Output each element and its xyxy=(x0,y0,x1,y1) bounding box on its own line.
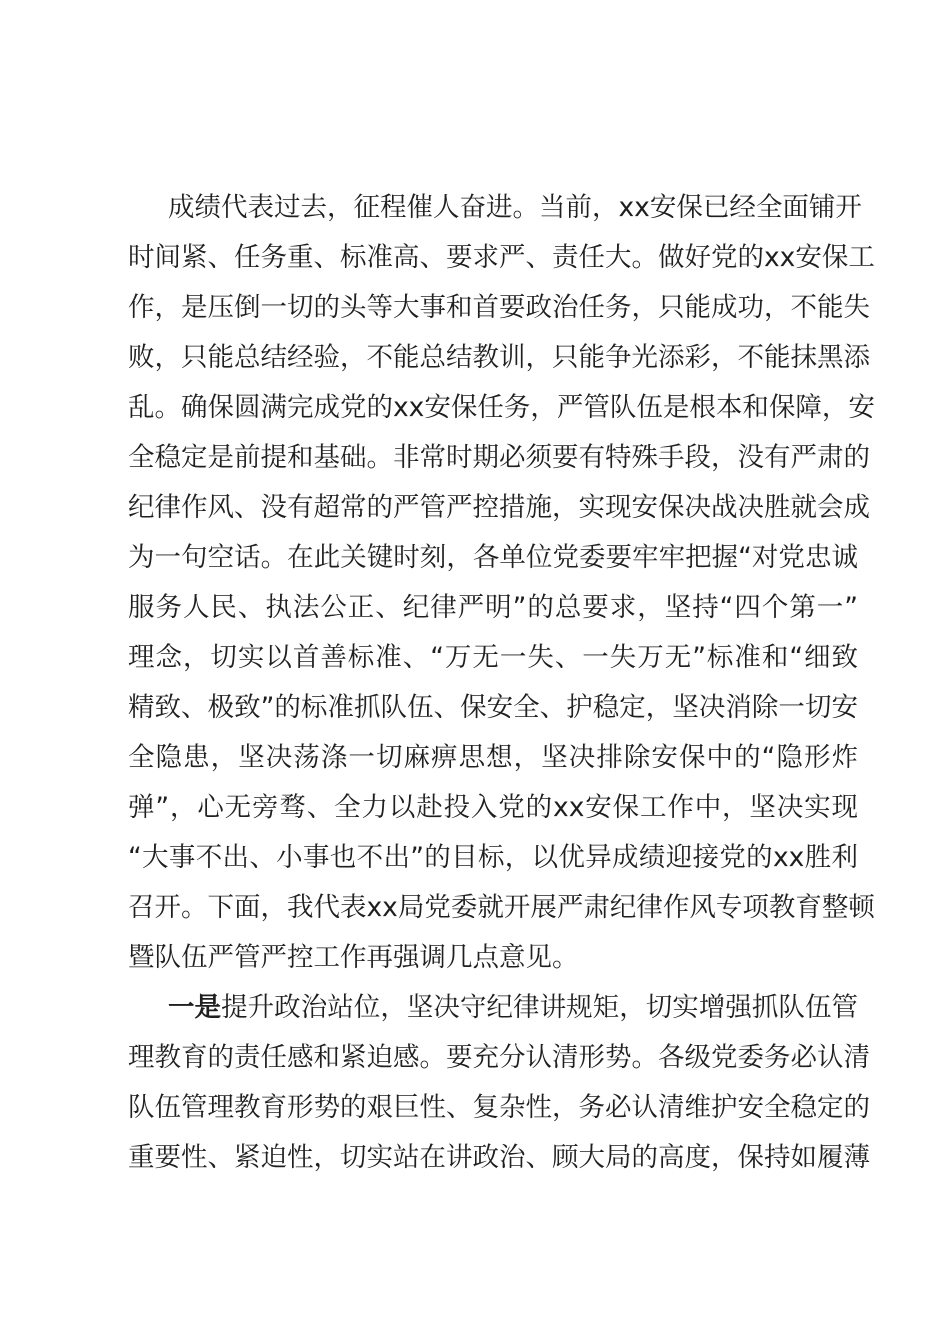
text-line: 弹”，心无旁骛、全力以赴投入党的xx安保工作中，坚决实现 xyxy=(128,792,858,823)
text-span: 提升政治站位，坚决守纪律讲规矩，切实增强抓队伍管 xyxy=(221,992,859,1023)
text-line: 暨队伍严管严控工作再强调几点意见。 xyxy=(128,942,579,973)
text-line: 队伍管理教育形势的艰巨性、复杂性，务必认清维护安全稳定的 xyxy=(128,1092,870,1123)
text-line: 召开。下面，我代表xx局党委就开展严肃纪律作风专项教育整顿 xyxy=(128,892,875,923)
document-body xyxy=(128,183,875,1183)
text-line: 时间紧、任务重、标准高、要求严、责任大。做好党的xx安保工 xyxy=(128,242,875,273)
text-line: 服务人民、执法公正、纪律严明”的总要求，坚持“四个第一” xyxy=(128,592,858,623)
text-line: 理念，切实以首善标准、“万无一失、一失万无”标准和“细致 xyxy=(128,642,858,673)
text-line xyxy=(128,983,858,1033)
text-line: 纪律作风、没有超常的严管严控措施，实现安保决战决胜就会成 xyxy=(128,492,870,523)
text-line: 为一句空话。在此关键时刻，各单位党委要牢牢把握“对党忠诚 xyxy=(128,542,858,573)
text-line: 作，是压倒一切的头等大事和首要政治任务，只能成功，不能失 xyxy=(128,292,870,323)
bold-lead: 一是 xyxy=(168,992,222,1023)
text-line: 全稳定是前提和基础。非常时期必须要有特殊手段，没有严肃的 xyxy=(128,442,870,473)
text-line: 成绩代表过去，征程催人奋进。当前，xx安保已经全面铺开 xyxy=(168,192,862,223)
paragraph-2 xyxy=(128,983,870,1183)
text-line: 败，只能总结经验，不能总结教训，只能争光添彩，不能抹黑添 xyxy=(128,342,870,373)
text-line: “大事不出、小事也不出”的目标，以优异成绩迎接党的xx胜利 xyxy=(128,842,858,873)
text-line: 重要性、紧迫性，切实站在讲政治、顾大局的高度，保持如履薄 xyxy=(128,1142,870,1173)
paragraph-1 xyxy=(128,183,875,983)
text-line: 理教育的责任感和紧迫感。要充分认清形势。各级党委务必认清 xyxy=(128,1042,870,1073)
text-line: 全隐患，坚决荡涤一切麻痹思想，坚决排除安保中的“隐形炸 xyxy=(128,742,858,773)
text-line: 乱。确保圆满完成党的xx安保任务，严管队伍是根本和保障，安 xyxy=(128,392,875,423)
text-line: 精致、极致”的标准抓队伍、保安全、护稳定，坚决消除一切安 xyxy=(128,692,858,723)
